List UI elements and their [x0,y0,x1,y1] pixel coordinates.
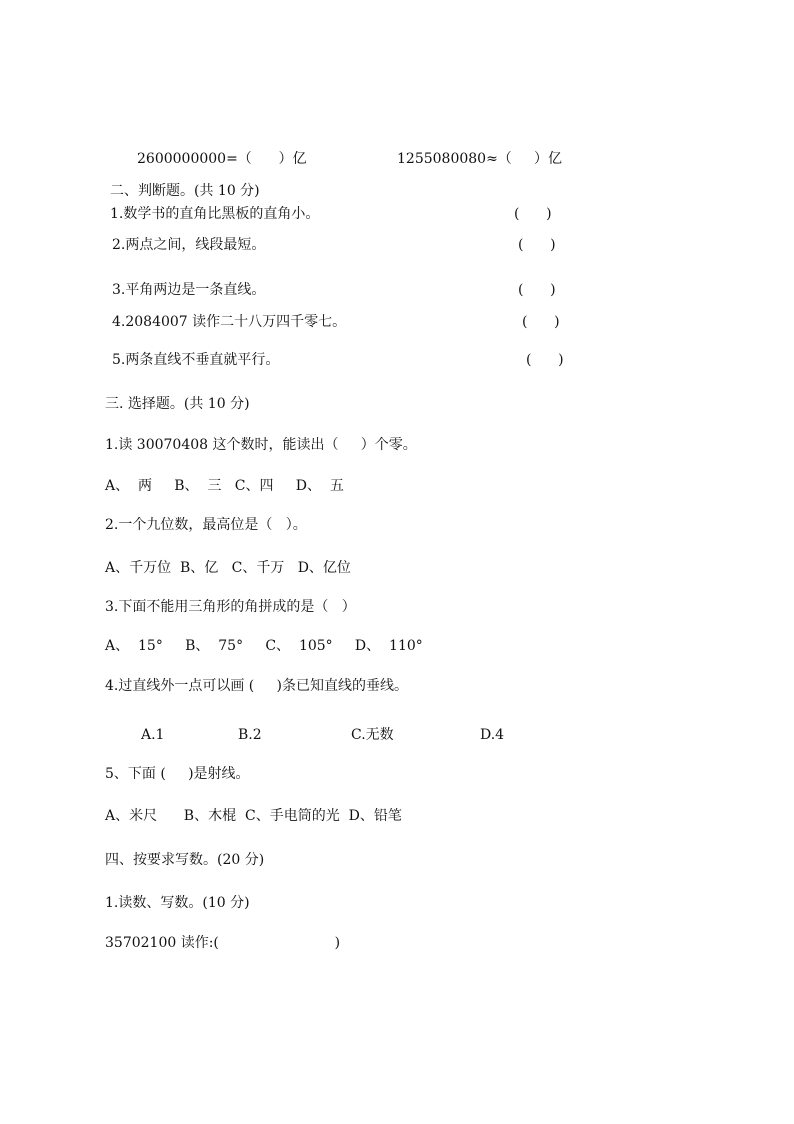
conversion-right: 1255080080≈（ ）亿 [397,151,563,167]
judge-answer-paren-5: ( ) [526,352,564,368]
judge-answer-paren-3: ( ) [518,282,556,298]
section3-heading: 三. 选择题。(共 10 分) [105,396,250,412]
write-q1-read-line: 35702100 读作:( ) [105,935,341,951]
choice-q5-options: A、米尺 B、木棍 C、手电筒的光 D、铅笔 [105,808,402,824]
choice-q4-option-a: A.1 [141,727,165,743]
choice-q4-option-c: C.无数 [351,727,394,743]
choice-q4-option-d: D.4 [480,727,505,743]
section4-heading: 四、按要求写数。(20 分) [105,852,265,868]
judge-item-1: 1.数学书的直角比黑板的直角小。 [110,206,320,222]
choice-q4-option-b: B.2 [238,727,262,743]
section2-heading: 二、判断题。(共 10 分) [110,183,260,199]
choice-q2-options: A、千万位 B、亿 C、千万 D、亿位 [105,560,351,576]
conversion-left: 2600000000=（ ）亿 [137,151,307,167]
judge-answer-paren-1: ( ) [514,206,552,222]
judge-item-3: 3.平角两边是一条直线。 [112,282,266,298]
choice-q3-options: A、 15° B、 75° C、 105° D、 110° [105,638,423,654]
judge-item-5: 5.两条直线不垂直就平行。 [112,352,280,368]
write-q1: 1.读数、写数。(10 分) [105,895,250,911]
choice-q4: 4.过直线外一点可以画 ( )条已知直线的垂线。 [105,678,408,694]
choice-q2: 2.一个九位数，最高位是（ ）。 [105,517,307,533]
judge-answer-paren-2: ( ) [518,237,556,253]
judge-item-2: 2.两点之间，线段最短。 [112,237,266,253]
judge-item-4: 4.2084007 读作二十八万四千零七。 [112,314,347,330]
choice-q1-options: A、 两 B、 三 C、四 D、 五 [105,478,344,494]
choice-q5: 5、下面 ( )是射线。 [105,766,250,782]
choice-q1: 1.读 30070408 这个数时，能读出（ ）个零。 [105,437,417,453]
choice-q3: 3.下面不能用三角形的角拼成的是（ ） [105,599,356,615]
judge-answer-paren-4: ( ) [522,314,560,330]
